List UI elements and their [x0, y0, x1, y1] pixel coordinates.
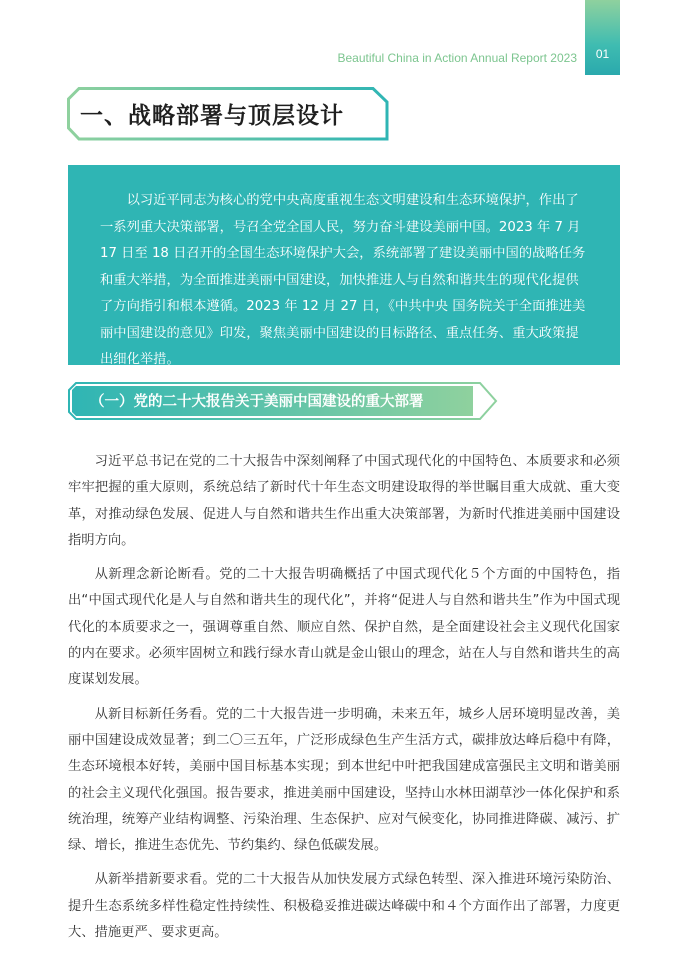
section-title: 一、战略部署与顶层设计 — [80, 103, 344, 129]
page-tab — [585, 0, 620, 75]
paragraph: 习近平总书记在党的二十大报告中深刻阐释了中国式现代化的中国特色、本质要求和必须牢牢把握的重大原则，系统总结了新时代十年生态文明建设取得的举世瞩目重大成就、重大变革，对推动绿色发展、促进人与自然和谐共生作出重大决策部署，为新时代推进美丽中国建设指明方向。 — [68, 454, 620, 548]
paragraph: 从新理念新论断看。党的二十大报告明确概括了中国式现代化５个方面的中国特色，指出“中国式现代化是人与自然和谐共生的现代化”，并将“促进人与自然和谐共生”作为中国式现代化的本质要求之一，强调尊重自然、顺应自然、保护自然，是全面建设社会主义现代化国家的内在要求。必须牢固树立和践行绿水青山就是金山银山的理念，站在人与自然和谐共生的高度谋划发展。 — [68, 567, 620, 688]
subsection-heading — [68, 382, 498, 418]
intro-text: 以习近平同志为核心的党中央高度重视生态文明建设和生态环境保护，作出了一系列重大决策部署，号召全党全国人民，努力奋斗建设美丽中国。2023 年 7 月 17 日至 18 日召开的全国生态环境保护大会，系统部署了建设美丽中国的战略任务和重大举措，为全面推进美丽中国建设，加快推进人与自然和谐共生的现代化提供了方向指引和根本遵循。2023 年 12 月 27 日，《中共中央 国务院关于全面推进美丽中国建设的意见》印发，聚焦美丽中国建设的目标路径、重点任务、重大政策提出细化举措。 — [100, 193, 586, 367]
page-number: 01 — [595, 47, 610, 61]
body-text — [68, 449, 620, 954]
intro-box — [68, 165, 620, 365]
section-heading — [67, 87, 387, 139]
header-title: Beautiful China in Action Annual Report 2023 — [337, 51, 577, 65]
paragraph: 从新目标新任务看。党的二十大报告进一步明确，未来五年，城乡人居环境明显改善，美丽中国建设成效显著；到二〇三五年，广泛形成绿色生产生活方式，碳排放达峰后稳中有降，生态环境根本好转，美丽中国目标基本实现；到本世纪中叶把我国建成富强民主文明和谐美丽的社会主义现代化强国。报告要求，推进美丽中国建设，坚持山水林田湖草沙一体化保护和系统治理，统筹产业结构调整、污染治理、生态保护、应对气候变化，协同推进降碳、减污、扩绿、增长，推进生态优先、节约集约、绿色低碳发展。 — [68, 706, 620, 854]
subsection-title: （一）党的二十大报告关于美丽中国建设的重大部署 — [90, 394, 424, 410]
paragraph: 从新举措新要求看。党的二十大报告从加快发展方式绿色转型、深入推进环境污染防治、提升生态系统多样性稳定性持续性、积极稳妥推进碳达峰碳中和４个方面作出了部署，力度更大、措施更严、要求更高。 — [68, 872, 620, 941]
